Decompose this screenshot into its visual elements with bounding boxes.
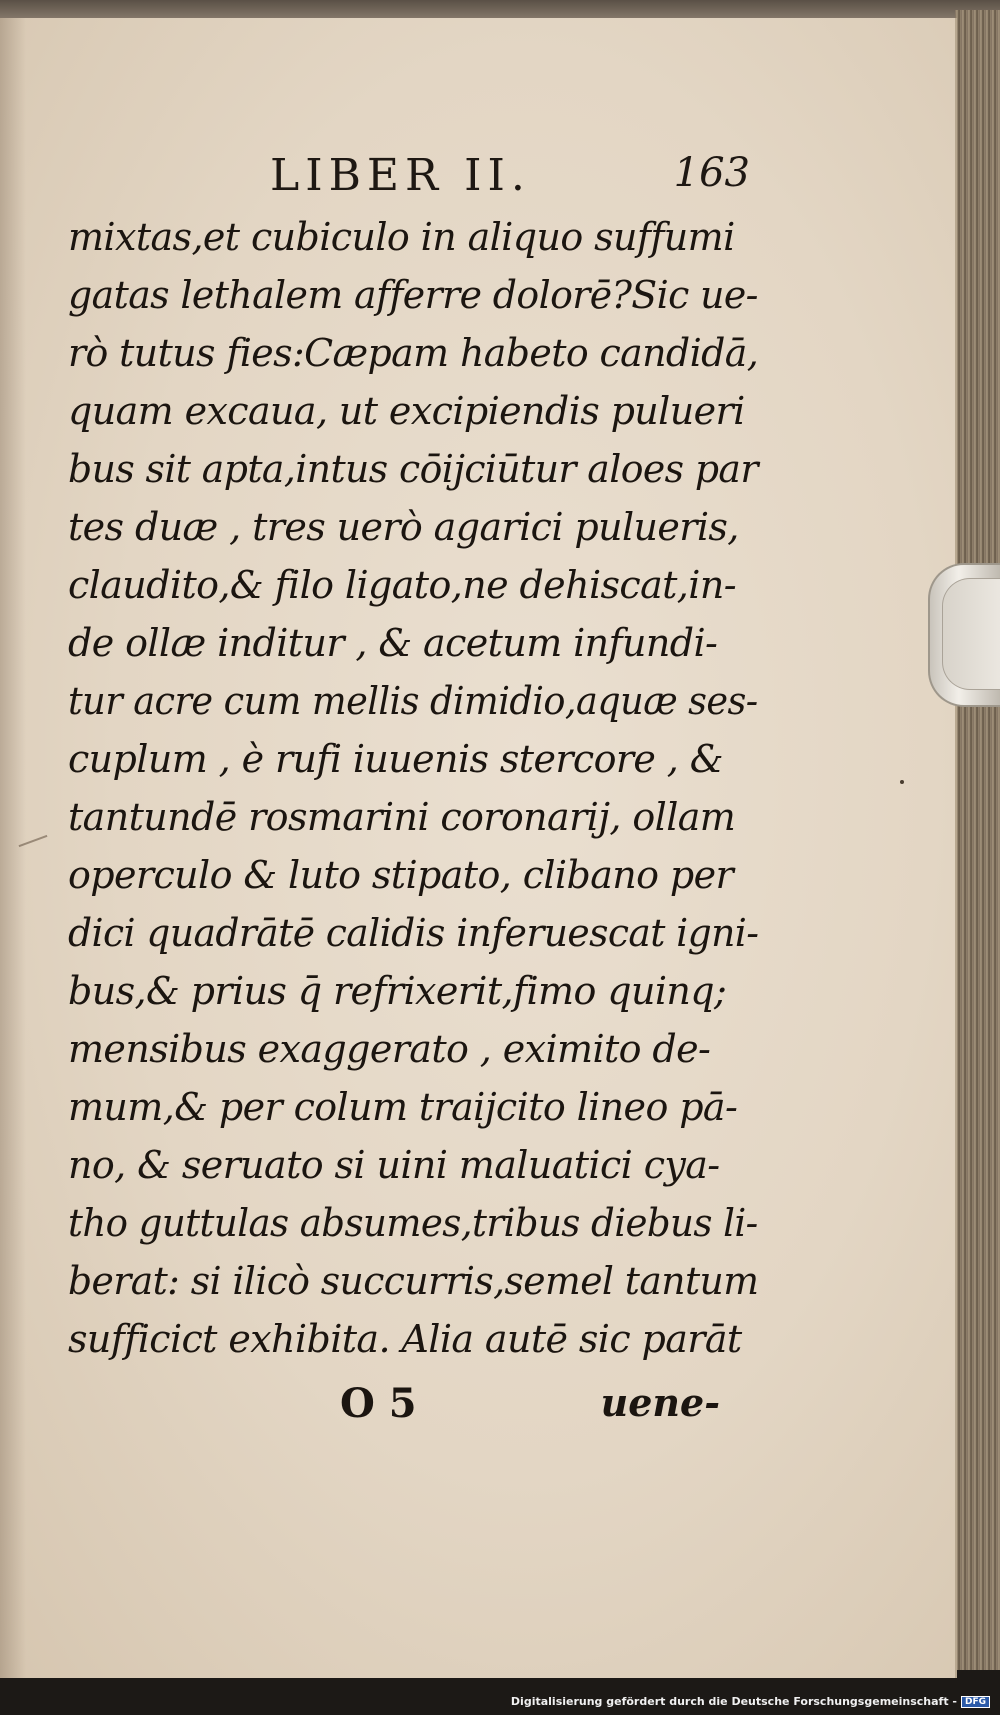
gutter-shadow bbox=[0, 18, 26, 1678]
ink-spot bbox=[900, 780, 904, 784]
text-line: quam excaua, ut excipiendis pulueri bbox=[68, 389, 745, 433]
text-line: sufficict exhibita. Alia autē sic parāt bbox=[68, 1317, 742, 1361]
catchword: uene- bbox=[600, 1380, 720, 1425]
text-line: dici quadrātē calidis inferuescat igni- bbox=[68, 911, 759, 955]
text-line: operculo & luto stipato, clibano per bbox=[68, 853, 734, 897]
running-title: LIBER II. bbox=[270, 150, 531, 201]
page-footer bbox=[340, 1380, 720, 1440]
text-line: tho guttulas absumes,tribus diebus li- bbox=[68, 1201, 758, 1245]
text-line: cuplum , è rufi iuuenis stercore , & bbox=[68, 737, 723, 781]
text-line: bus,& prius q̄ refrixerit,fimo quinq; bbox=[68, 969, 727, 1013]
text-line: mixtas,et cubiculo in aliquo suffumi bbox=[68, 215, 735, 259]
text-line: gatas lethalem afferre dolorē?Sic ue- bbox=[68, 273, 758, 317]
text-line: mum,& per colum traijcito lineo pā- bbox=[68, 1085, 738, 1129]
signature-mark: O 5 bbox=[340, 1380, 417, 1427]
text-line: bus sit apta,intus cōijciūtur aloes par bbox=[68, 447, 758, 491]
text-line: berat: si ilicò succurris,semel tantum bbox=[68, 1259, 759, 1303]
running-header bbox=[270, 150, 750, 210]
page-number: 163 bbox=[673, 150, 750, 196]
text-line: tantundē rosmarini coronarij, ollam bbox=[68, 795, 736, 839]
credit-text: Digitalisierung gefördert durch die Deutsche Forschungsgemeinschaft - bbox=[510, 1695, 957, 1708]
text-line: rò tutus fies:Cæpam habeto candidā, bbox=[68, 331, 759, 375]
text-line: no, & seruato si uini maluatici cya- bbox=[68, 1143, 720, 1187]
text-line: mensibus exaggerato , eximito de- bbox=[68, 1027, 711, 1071]
page-holder-clip-inner bbox=[942, 578, 1000, 690]
digitization-credit bbox=[511, 1695, 990, 1708]
text-line: tur acre cum mellis dimidio,aquæ ses- bbox=[68, 679, 758, 723]
dfg-logo: DFG bbox=[961, 1696, 990, 1708]
text-line: de ollæ inditur , & acetum infundi- bbox=[68, 621, 718, 665]
text-line: tes duæ , tres uerò agarici pulueris, bbox=[68, 505, 739, 549]
fore-edge-pages bbox=[955, 10, 1000, 1670]
body-text bbox=[68, 208, 758, 1368]
text-line: claudito,& filo ligato,ne dehiscat,in- bbox=[68, 563, 736, 607]
